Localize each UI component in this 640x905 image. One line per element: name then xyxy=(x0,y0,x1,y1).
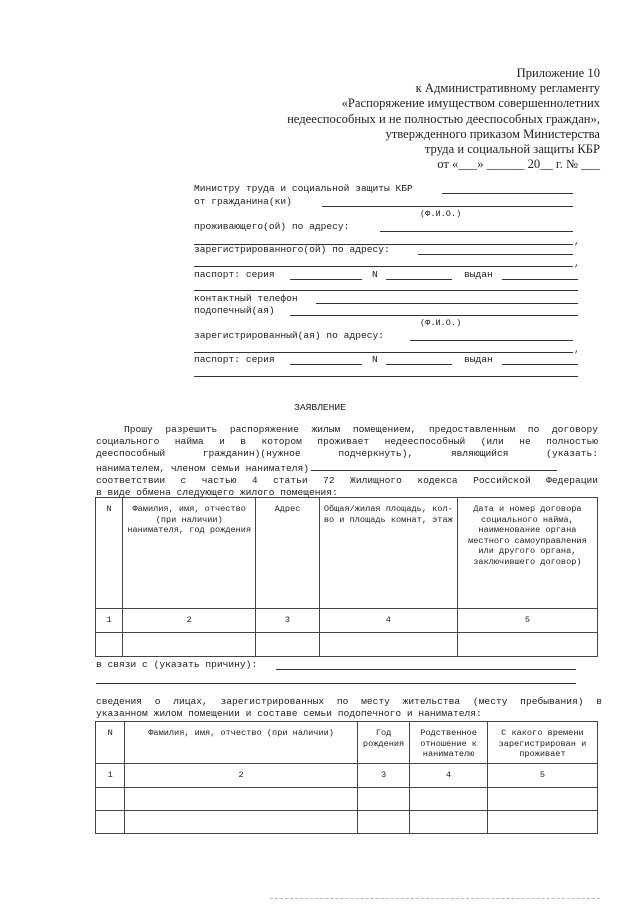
appendix-line: от «___» ______ 20__ г. № ___ xyxy=(437,157,600,172)
table-cell[interactable] xyxy=(125,811,357,834)
col-header: Фамилия, имя, отчество (при наличии) xyxy=(125,722,357,764)
table-row[interactable] xyxy=(96,633,598,657)
passport-series-label: паспорт: серия xyxy=(194,269,275,280)
statement-title: ЗАЯВЛЕНИЕ xyxy=(294,402,346,413)
col-number: 1 xyxy=(96,764,125,788)
appendix-header xyxy=(240,66,600,172)
comma: , xyxy=(574,344,580,355)
table-cell[interactable] xyxy=(96,788,125,811)
col-header: Родственное отношение к нанимателю xyxy=(410,722,487,764)
ward-passport-no-label: N xyxy=(372,354,378,365)
table-cell[interactable] xyxy=(96,811,125,834)
table-header-row xyxy=(96,722,598,764)
col-header: N xyxy=(96,722,125,764)
paragraph-line: в виде обмена следующего жилого помещения: xyxy=(96,487,338,499)
col-header: Общая/жилая площадь, кол-во и площадь комнат, этаж xyxy=(319,498,457,609)
col-header: Адрес xyxy=(256,498,320,609)
reason-label: в связи с (указать причину): xyxy=(96,659,258,670)
table-cell[interactable] xyxy=(410,788,487,811)
col-header: Год рождения xyxy=(357,722,410,764)
reason-line-2[interactable] xyxy=(96,683,576,684)
appendix-line: Приложение 10 xyxy=(516,66,600,80)
ward-label: подопечный(ая) xyxy=(194,305,275,316)
appendix-line: к Административному регламенту xyxy=(415,81,600,96)
residing-line[interactable] xyxy=(380,231,573,232)
table-cell[interactable] xyxy=(487,788,597,811)
ward-passport-issued-line-2[interactable] xyxy=(194,376,578,377)
table-cell[interactable] xyxy=(125,788,357,811)
role-line[interactable] xyxy=(311,461,557,471)
to-minister-line[interactable] xyxy=(442,193,573,194)
passport-issued-line[interactable] xyxy=(502,279,578,280)
statement-paragraph xyxy=(96,424,598,499)
ward-registered-line-2[interactable] xyxy=(194,352,573,353)
from-citizen-label: от гражданина(ки) xyxy=(194,196,292,207)
ward-passport-series-label: паспорт: серия xyxy=(194,354,275,365)
passport-no-line[interactable] xyxy=(386,279,452,280)
paragraph-line: дееспособный гражданин)(нужное подчеркнуть), являющийся (указать: xyxy=(96,448,598,460)
passport-issued-line-2[interactable] xyxy=(194,290,578,291)
appendix-line: труда и социальной защиты КБР xyxy=(424,142,600,157)
registered-label: зарегистрированного(ой) по адресу: xyxy=(194,244,390,255)
col-number: 5 xyxy=(487,764,597,788)
table-cell[interactable] xyxy=(123,633,256,657)
col-number: 2 xyxy=(123,609,256,633)
col-number: 1 xyxy=(96,609,123,633)
col-number: 2 xyxy=(125,764,357,788)
col-header: N xyxy=(96,498,123,609)
table-cell[interactable] xyxy=(457,633,597,657)
ward-passport-series-line[interactable] xyxy=(290,364,362,365)
paragraph-line: социального найма и в котором проживает недееспособный (или не полностью xyxy=(96,436,598,448)
table-cell[interactable] xyxy=(410,811,487,834)
persons-paragraph xyxy=(96,696,602,720)
table-cell[interactable] xyxy=(256,633,320,657)
registered-line[interactable] xyxy=(418,254,573,255)
col-number: 4 xyxy=(410,764,487,788)
ward-registered-label: зарегистрированный(ая) по адресу: xyxy=(194,330,384,341)
fio-hint: (Ф.И.О.) xyxy=(420,209,462,219)
persons-table xyxy=(95,721,598,834)
ward-name-line[interactable] xyxy=(290,315,578,316)
ward-registered-line[interactable] xyxy=(410,340,573,341)
table-header-row xyxy=(96,498,598,609)
ward-fio-hint: (Ф.И.О.) xyxy=(420,318,462,328)
citizen-name-line[interactable] xyxy=(322,206,573,207)
scan-artifact-line xyxy=(270,898,600,899)
appendix-line: недееспособных и не полностью дееспособных граждан», xyxy=(287,111,600,126)
ward-passport-issued-line[interactable] xyxy=(502,364,578,365)
col-number: 4 xyxy=(319,609,457,633)
dwelling-table xyxy=(95,497,598,657)
table-cell[interactable] xyxy=(357,788,410,811)
to-minister-label: Министру труда и социальной защиты КБР xyxy=(194,183,413,194)
residing-label: проживающего(ой) по адресу: xyxy=(194,221,350,232)
paragraph-line xyxy=(96,461,598,475)
table-cell[interactable] xyxy=(487,811,597,834)
col-header: Фамилия, имя, отчество (при наличии) нанимателя, год рождения xyxy=(123,498,256,609)
col-number: 3 xyxy=(357,764,410,788)
passport-issued-label: выдан xyxy=(464,269,493,280)
persons-line: указанном жилом помещении и составе семьи подопечного и нанимателя: xyxy=(96,708,482,720)
passport-series-line[interactable] xyxy=(290,279,362,280)
table-cell[interactable] xyxy=(357,811,410,834)
passport-no-label: N xyxy=(372,269,378,280)
persons-line: сведения о лицах, зарегистрированных по месту жительства (месту пребывания) в xyxy=(96,696,602,707)
col-header: Дата и номер договора социального найма, наименование органа местного самоуправления или другого органа, заключившего договор) xyxy=(457,498,597,609)
phone-line[interactable] xyxy=(316,303,578,304)
paragraph-line: Прошу разрешить распоряжение жилым помещением, предоставленным по договору xyxy=(124,424,598,435)
col-number: 5 xyxy=(457,609,597,633)
table-cell[interactable] xyxy=(319,633,457,657)
paragraph-line: соответствии с частью 4 статьи 72 Жилищного кодекса Российской Федерации xyxy=(96,474,598,486)
ward-passport-no-line[interactable] xyxy=(386,364,452,365)
comma: , xyxy=(574,258,580,269)
paragraph-line-text: нанимателем, членом семьи нанимателя) xyxy=(96,462,310,474)
col-number: 3 xyxy=(256,609,320,633)
table-row xyxy=(96,764,598,788)
phone-label: контактный телефон xyxy=(194,293,298,304)
reason-line[interactable] xyxy=(276,669,576,670)
appendix-line: «Распоряжение имуществом совершеннолетних xyxy=(341,96,600,111)
ward-passport-issued-label: выдан xyxy=(464,354,493,365)
table-row[interactable] xyxy=(96,811,598,834)
table-cell[interactable] xyxy=(96,633,123,657)
registered-line-2[interactable] xyxy=(194,266,573,267)
table-row xyxy=(96,609,598,633)
comma: , xyxy=(574,236,580,247)
table-row[interactable] xyxy=(96,788,598,811)
col-header: С какого времени зарегистрирован и проживает xyxy=(487,722,597,764)
appendix-line: утвержденного приказом Министерства xyxy=(385,126,600,141)
